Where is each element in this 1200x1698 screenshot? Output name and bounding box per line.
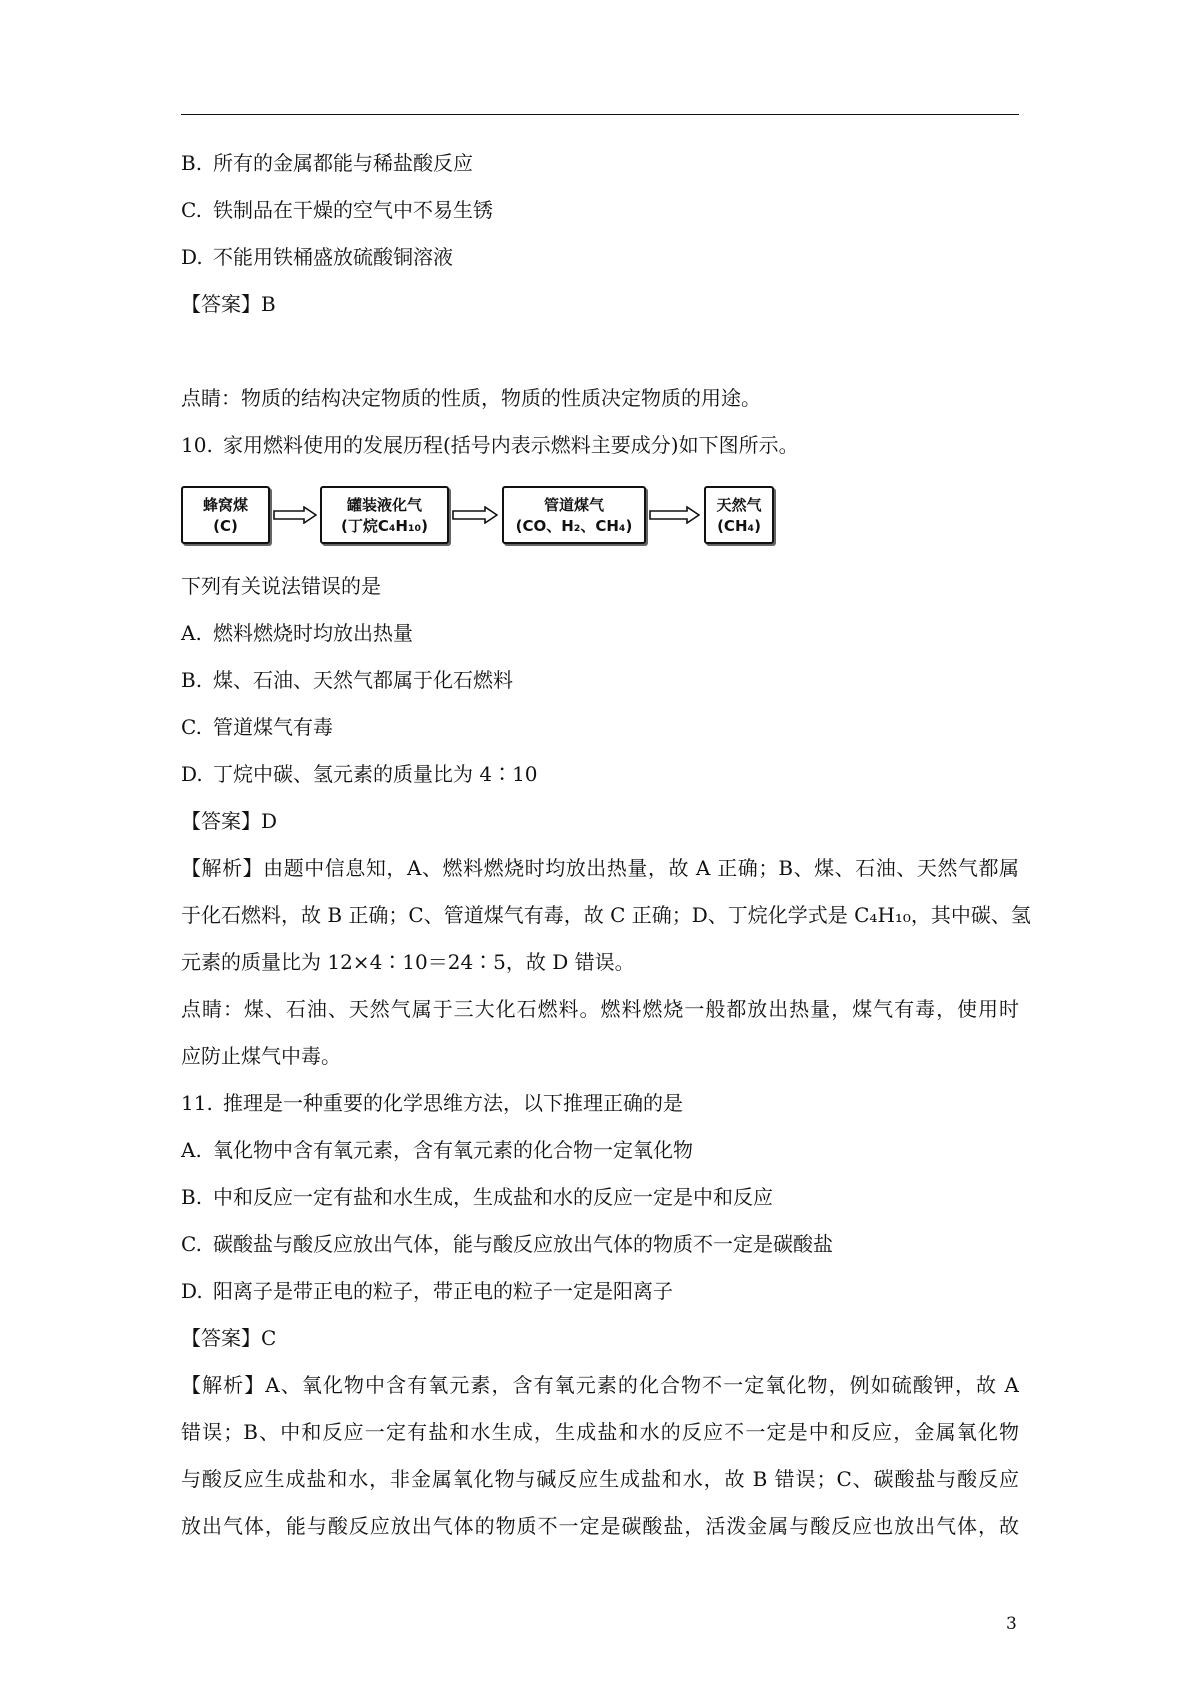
header-rule xyxy=(181,114,1019,115)
q10-answer: 【答案】D xyxy=(181,809,278,833)
question-text: 家用燃料使用的发展历程(括号内表示燃料主要成分)如下图所示。 xyxy=(223,433,799,457)
q9-option-c xyxy=(181,187,493,234)
q11-option-b xyxy=(181,1174,773,1221)
q10-option-a xyxy=(181,610,413,657)
question-number: 11. xyxy=(181,1091,213,1115)
option-text: 燃料燃烧时均放出热量 xyxy=(213,621,413,645)
question-number: 10. xyxy=(181,433,213,457)
fuel-stage-honeycomb-coal xyxy=(181,486,270,544)
option-label: A. xyxy=(181,621,202,645)
fuel-stage-natural-gas xyxy=(704,486,774,544)
stage-formula: (CH₄) xyxy=(717,517,761,535)
q10-option-b xyxy=(181,657,513,704)
stage-name: 蜂窝煤 xyxy=(202,496,248,514)
right-arrow-icon xyxy=(273,506,317,524)
q10-analysis-line: 元素的质量比为 12×4∶10＝24∶5，故 D 错误。 xyxy=(181,950,635,974)
option-label: D. xyxy=(181,1279,203,1303)
option-text: 铁制品在干燥的空气中不易生锈 xyxy=(213,198,493,222)
q11-answer: 【答案】C xyxy=(181,1326,277,1350)
option-text: 中和反应一定有盐和水生成，生成盐和水的反应一定是中和反应 xyxy=(213,1185,773,1209)
question-text: 推理是一种重要的化学思维方法，以下推理正确的是 xyxy=(223,1091,683,1115)
option-label: A. xyxy=(181,1138,202,1162)
page-number: 3 xyxy=(1006,1614,1017,1634)
option-text: 所有的金属都能与稀盐酸反应 xyxy=(213,151,473,175)
fuel-stage-pipeline-gas xyxy=(502,486,646,544)
option-text: 管道煤气有毒 xyxy=(213,715,333,739)
q10-option-d xyxy=(181,751,538,798)
option-label: C. xyxy=(181,715,202,739)
option-text: 碳酸盐与酸反应放出气体，能与酸反应放出气体的物质不一定是碳酸盐 xyxy=(213,1232,833,1256)
option-label: D. xyxy=(181,245,203,269)
stage-formula: (C) xyxy=(213,517,238,535)
right-arrow-icon xyxy=(649,506,700,524)
q11-analysis-line: 【解析】A、氧化物中含有氧元素，含有氧元素的化合物不一定氧化物，例如硫酸钾，故 A xyxy=(181,1373,1019,1397)
option-label: B. xyxy=(181,151,203,175)
q9-answer: 【答案】B xyxy=(181,292,276,316)
stage-name: 罐装液化气 xyxy=(346,496,422,514)
q9-option-b xyxy=(181,140,473,187)
q10-stem xyxy=(181,422,799,469)
option-text: 不能用铁桶盛放硫酸铜溶液 xyxy=(213,245,453,269)
q11-analysis-line: 与酸反应生成盐和水，非金属氧化物与碱反应生成盐和水，故 B 错误；C、碳酸盐与酸反应 xyxy=(181,1467,1019,1491)
right-arrow-icon xyxy=(452,506,498,524)
q10-analysis-line: 于化石燃料，故 B 正确；C、管道煤气有毒，故 C 正确；D、丁烷化学式是 C₄H₁₀，其中碳、氢 xyxy=(181,903,1031,927)
q10-option-c xyxy=(181,704,333,751)
q9-tip: 点睛：物质的结构决定物质的性质，物质的性质决定物质的用途。 xyxy=(181,386,761,410)
stage-name: 天然气 xyxy=(716,496,762,514)
stage-name: 管道煤气 xyxy=(543,496,604,514)
stage-formula: (CO、H₂、CH₄) xyxy=(515,517,633,535)
option-label: D. xyxy=(181,762,203,786)
option-text: 阳离子是带正电的粒子，带正电的粒子一定是阳离子 xyxy=(213,1279,673,1303)
q10-tip-line: 点睛：煤、石油、天然气属于三大化石燃料。燃料燃烧一般都放出热量，煤气有毒，使用时 xyxy=(181,997,1019,1021)
option-text: 丁烷中碳、氢元素的质量比为 4∶10 xyxy=(213,762,538,786)
option-label: B. xyxy=(181,668,203,692)
q11-analysis-line: 错误；B、中和反应一定有盐和水生成，生成盐和水的反应不一定是中和反应，金属氧化物 xyxy=(181,1420,1019,1444)
option-label: B. xyxy=(181,1185,203,1209)
q11-analysis-line: 放出气体，能与酸反应放出气体的物质不一定是碳酸盐，活泼金属与酸反应也放出气体，故 xyxy=(181,1514,1019,1538)
fuel-stage-lpg xyxy=(320,486,449,544)
option-label: C. xyxy=(181,1232,202,1256)
option-text: 氧化物中含有氧元素，含有氧元素的化合物一定氧化物 xyxy=(213,1138,693,1162)
stage-formula: (丁烷C₄H₁₀) xyxy=(341,517,428,535)
q11-stem xyxy=(181,1080,683,1127)
option-text: 煤、石油、天然气都属于化石燃料 xyxy=(213,668,513,692)
q9-option-d xyxy=(181,234,453,281)
q10-analysis-line: 【解析】由题中信息知，A、燃料燃烧时均放出热量，故 A 正确；B、煤、石油、天然气都属 xyxy=(181,856,1019,880)
q11-option-d xyxy=(181,1268,673,1315)
q10-prompt: 下列有关说法错误的是 xyxy=(181,574,381,598)
option-label: C. xyxy=(181,198,202,222)
q11-option-c xyxy=(181,1221,833,1268)
q11-option-a xyxy=(181,1127,693,1174)
q10-tip-line: 应防止煤气中毒。 xyxy=(181,1044,341,1068)
